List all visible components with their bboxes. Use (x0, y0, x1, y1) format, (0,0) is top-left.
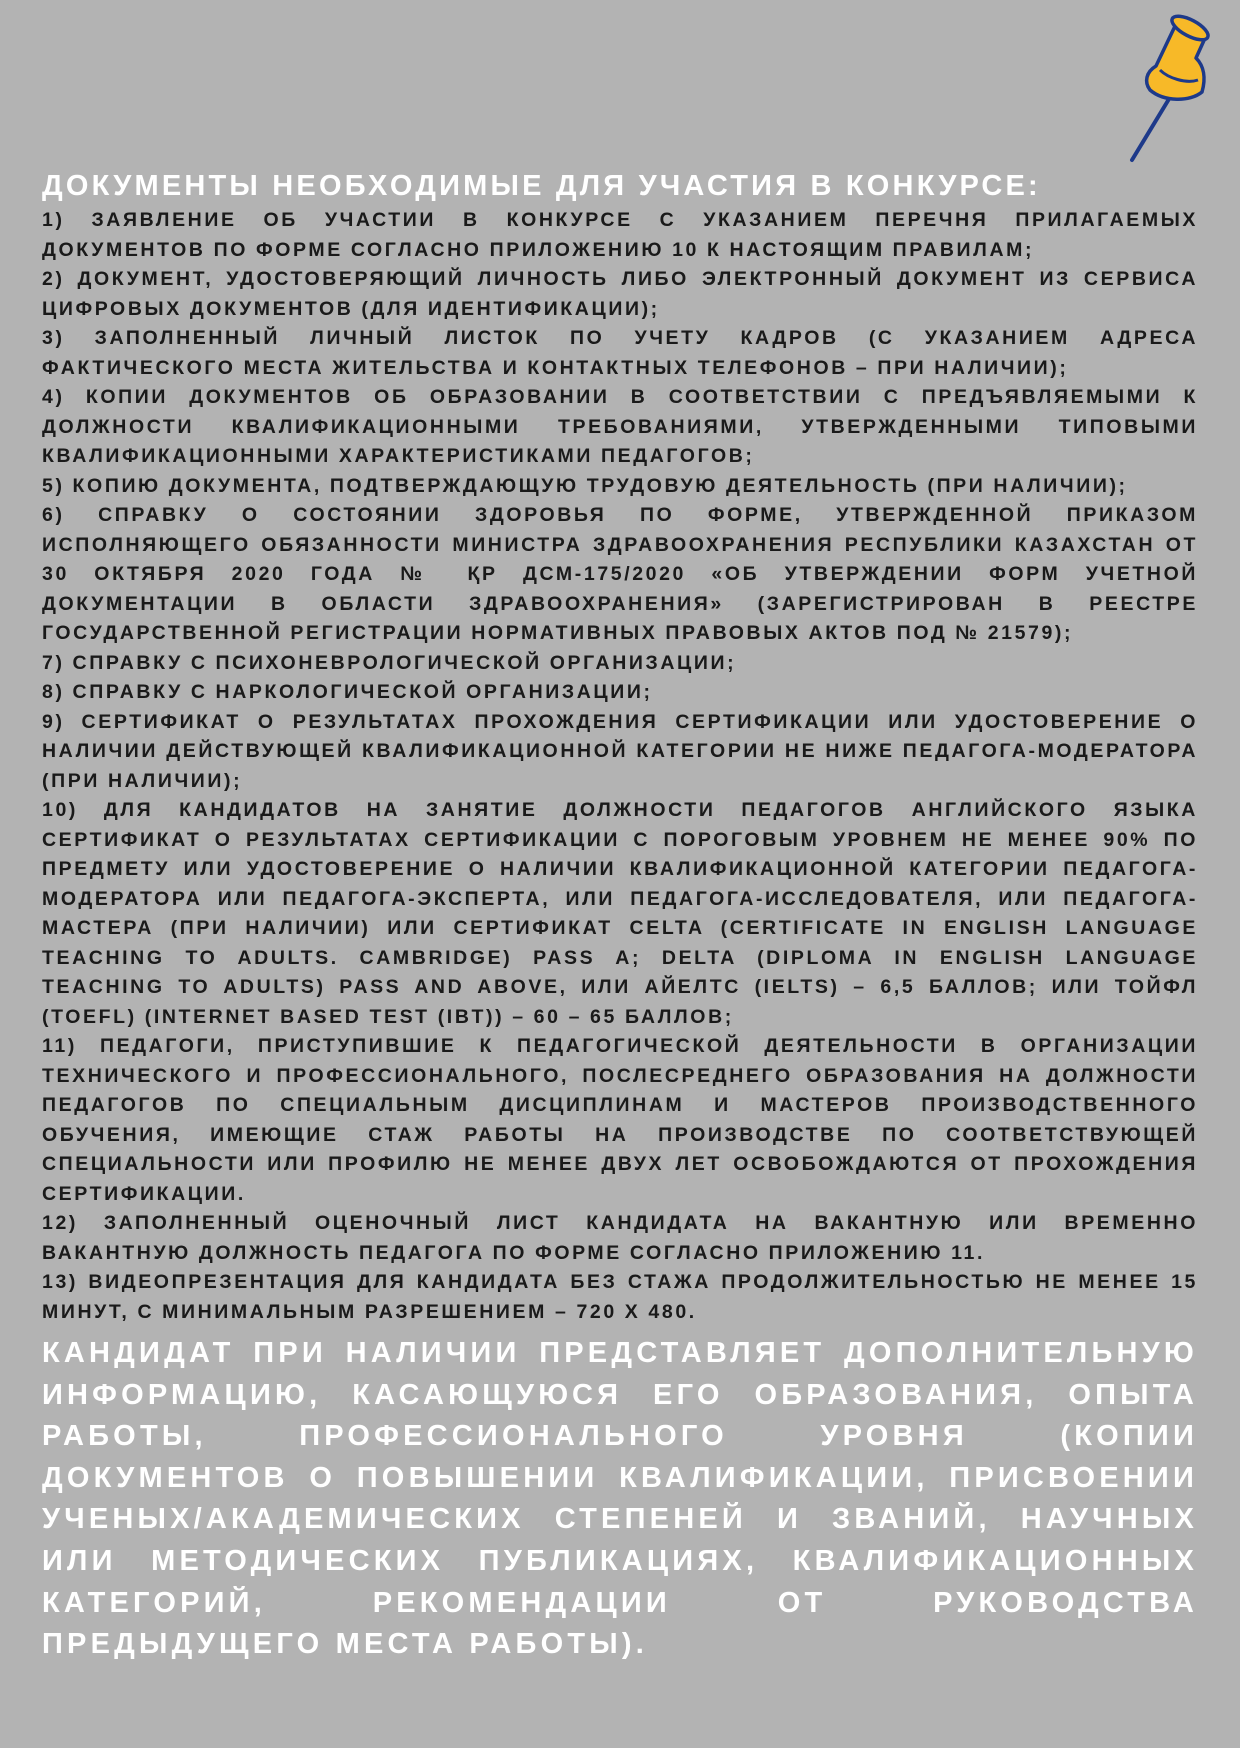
list-item: 3) ЗАПОЛНЕННЫЙ ЛИЧНЫЙ ЛИСТОК ПО УЧЕТУ КАДРОВ (С УКАЗАНИЕМ АДРЕСА ФАКТИЧЕСКОГО МЕСТА ЖИТЕЛЬСТВА И КОНТАКТНЫХ ТЕЛЕФОНОВ – ПРИ НАЛИЧИИ); (42, 327, 1198, 379)
list-item: 13) ВИДЕОПРЕЗЕНТАЦИЯ ДЛЯ КАНДИДАТА БЕЗ СТАЖА ПРОДОЛЖИТЕЛЬНОСТЬЮ НЕ МЕНЕЕ 15 МИНУТ, С МИНИМАЛЬНЫМ РАЗРЕШЕНИЕМ – 720 X 480. (42, 1271, 1198, 1323)
list-item: 7) СПРАВКУ С ПСИХОНЕВРОЛОГИЧЕСКОЙ ОРГАНИЗАЦИИ; (42, 651, 737, 674)
additional-info-note: КАНДИДАТ ПРИ НАЛИЧИИ ПРЕДСТАВЛЯЕТ ДОПОЛНИТЕЛЬНУЮ ИНФОРМАЦИЮ, КАСАЮЩУЮСЯ ЕГО ОБРАЗОВАНИЯ, ОПЫТА РАБОТЫ, ПРОФЕССИОНАЛЬНОГО УРОВНЯ (КОПИИ ДОКУМЕНТОВ О ПОВЫШЕНИИ КВАЛИФИКАЦИИ, ПРИСВОЕНИИ УЧЕНЫХ/АКАДЕМИЧЕСКИХ СТЕПЕНЕЙ И ЗВАНИЙ, НАУЧНЫХ ИЛИ МЕТОДИЧЕСКИХ ПУБЛИКАЦИЯХ, КВАЛИФИКАЦИОННЫХ КАТЕГОРИЙ, РЕКОМЕНДАЦИИ ОТ РУКОВОДСТВА ПРЕДЫДУЩЕГО МЕСТА РАБОТЫ). (42, 1337, 1198, 1661)
list-item: 4) КОПИИ ДОКУМЕНТОВ ОБ ОБРАЗОВАНИИ В СООТВЕТСТВИИ С ПРЕДЪЯВЛЯЕМЫМИ К ДОЛЖНОСТИ КВАЛИФИКАЦИОННЫМИ ТРЕБОВАНИЯМИ, УТВЕРЖДЕННЫМИ ТИПОВЫМИ КВАЛИФИКАЦИОННЫМИ ХАРАКТЕРИСТИКАМИ ПЕДАГОГОВ; (42, 386, 1198, 467)
pushpin-icon (1120, 6, 1230, 166)
list-item: 11) ПЕДАГОГИ, ПРИСТУПИВШИЕ К ПЕДАГОГИЧЕСКОЙ ДЕЯТЕЛЬНОСТИ В ОРГАНИЗАЦИИ ТЕХНИЧЕСКОГО И ПРОФЕССИОНАЛЬНОГО, ПОСЛЕСРЕДНЕГО ОБРАЗОВАНИЯ НА ДОЛЖНОСТИ ПЕДАГОГОВ ПО СПЕЦИАЛЬНЫМ ДИСЦИПЛИНАМ И МАСТЕРОВ ПРОИЗВОДСТВЕННОГО ОБУЧЕНИЯ, ИМЕЮЩИЕ СТАЖ РАБОТЫ НА ПРОИЗВОДСТВЕ ПО СООТВЕТСТВУЮЩЕЙ СПЕЦИАЛЬНОСТИ ИЛИ ПРОФИЛЮ НЕ МЕНЕЕ ДВУХ ЛЕТ ОСВОБОЖДАЮТСЯ ОТ ПРОХОЖДЕНИЯ СЕРТИФИКАЦИИ. (42, 1035, 1198, 1205)
list-item: 12) ЗАПОЛНЕННЫЙ ОЦЕНОЧНЫЙ ЛИСТ КАНДИДАТА НА ВАКАНТНУЮ ИЛИ ВРЕМЕННО ВАКАНТНУЮ ДОЛЖНОСТЬ ПЕДАГОГА ПО ФОРМЕ СОГЛАСНО ПРИЛОЖЕНИЮ 11. (42, 1212, 1198, 1264)
list-item: 1) ЗАЯВЛЕНИЕ ОБ УЧАСТИИ В КОНКУРСЕ С УКАЗАНИЕМ ПЕРЕЧНЯ ПРИЛАГАЕМЫХ ДОКУМЕНТОВ ПО ФОРМЕ СОГЛАСНО ПРИЛОЖЕНИЮ 10 К НАСТОЯЩИМ ПРАВИЛАМ; (42, 209, 1198, 261)
list-item: 6) СПРАВКУ О СОСТОЯНИИ ЗДОРОВЬЯ ПО ФОРМЕ, УТВЕРЖДЕННОЙ ПРИКАЗОМ ИСПОЛНЯЮЩЕГО ОБЯЗАННОСТИ МИНИСТРА ЗДРАВООХРАНЕНИЯ РЕСПУБЛИКИ КАЗАХСТАН ОТ 30 ОКТЯБРЯ 2020 ГОДА № ҚР ДСМ-175/2020 «ОБ УТВЕРЖДЕНИИ ФОРМ УЧЕТНОЙ ДОКУМЕНТАЦИИ В ОБЛАСТИ ЗДРАВООХРАНЕНИЯ» (ЗАРЕГИСТРИРОВАН В РЕЕСТРЕ ГОСУДАРСТВЕННОЙ РЕГИСТРАЦИИ НОРМАТИВНЫХ ПРАВОВЫХ АКТОВ ПОД № 21579); (42, 504, 1198, 644)
documents-list (42, 206, 1198, 1327)
list-item: 8) СПРАВКУ С НАРКОЛОГИЧЕСКОЙ ОРГАНИЗАЦИИ; (42, 681, 653, 703)
page-title: ДОКУМЕНТЫ НЕОБХОДИМЫЕ ДЛЯ УЧАСТИЯ В КОНКУРСЕ: (42, 170, 1041, 202)
list-item: 5) КОПИЮ ДОКУМЕНТА, ПОДТВЕРЖДАЮЩУЮ ТРУДОВУЮ ДЕЯТЕЛЬНОСТЬ (ПРИ НАЛИЧИИ); (42, 474, 1128, 497)
list-item: 10) ДЛЯ КАНДИДАТОВ НА ЗАНЯТИЕ ДОЛЖНОСТИ ПЕДАГОГОВ АНГЛИЙСКОГО ЯЗЫКА СЕРТИФИКАТ О РЕЗУЛЬТАТАХ СЕРТИФИКАЦИИ С ПОРОГОВЫМ УРОВНЕМ НЕ МЕНЕЕ 90% ПО ПРЕДМЕТУ ИЛИ УДОСТОВЕРЕНИЕ О НАЛИЧИИ КВАЛИФИКАЦИОННОЙ КАТЕГОРИИ ПЕДАГОГА-МОДЕРАТОРА ИЛИ ПЕДАГОГА-ЭКСПЕРТА, ИЛИ ПЕДАГОГА-ИССЛЕДОВАТЕЛЯ, ИЛИ ПЕДАГОГА-МАСТЕРА (ПРИ НАЛИЧИИ) ИЛИ СЕРТИФИКАТ CELTA (CERTIFICATE IN ENGLISH LANGUAGE TEACHING TO ADULTS. CAMBRIDGE) PASS A; DELTA (DIPLOMA IN ENGLISH LANGUAGE TEACHING TO ADULTS) PASS AND ABOVE, ИЛИ АЙЕЛТС (IELTS) – 6,5 БАЛЛОВ; ИЛИ ТОЙФЛ (TOEFL) (INTERNET BASED TEST (IBT)) – 60 – 65 БАЛЛОВ; (42, 799, 1198, 1028)
list-item: 9) СЕРТИФИКАТ О РЕЗУЛЬТАТАХ ПРОХОЖДЕНИЯ СЕРТИФИКАЦИИ ИЛИ УДОСТОВЕРЕНИЕ О НАЛИЧИИ ДЕЙСТВУЮЩЕЙ КВАЛИФИКАЦИОННОЙ КАТЕГОРИИ НЕ НИЖЕ ПЕДАГОГА-МОДЕРАТОРА (ПРИ НАЛИЧИИ); (42, 710, 1198, 792)
list-item: 2) ДОКУМЕНТ, УДОСТОВЕРЯЮЩИЙ ЛИЧНОСТЬ ЛИБО ЭЛЕКТРОННЫЙ ДОКУМЕНТ ИЗ СЕРВИСА ЦИФРОВЫХ ДОКУМЕНТОВ (ДЛЯ ИДЕНТИФИКАЦИИ); (42, 268, 1198, 320)
document-body (42, 168, 1198, 1666)
